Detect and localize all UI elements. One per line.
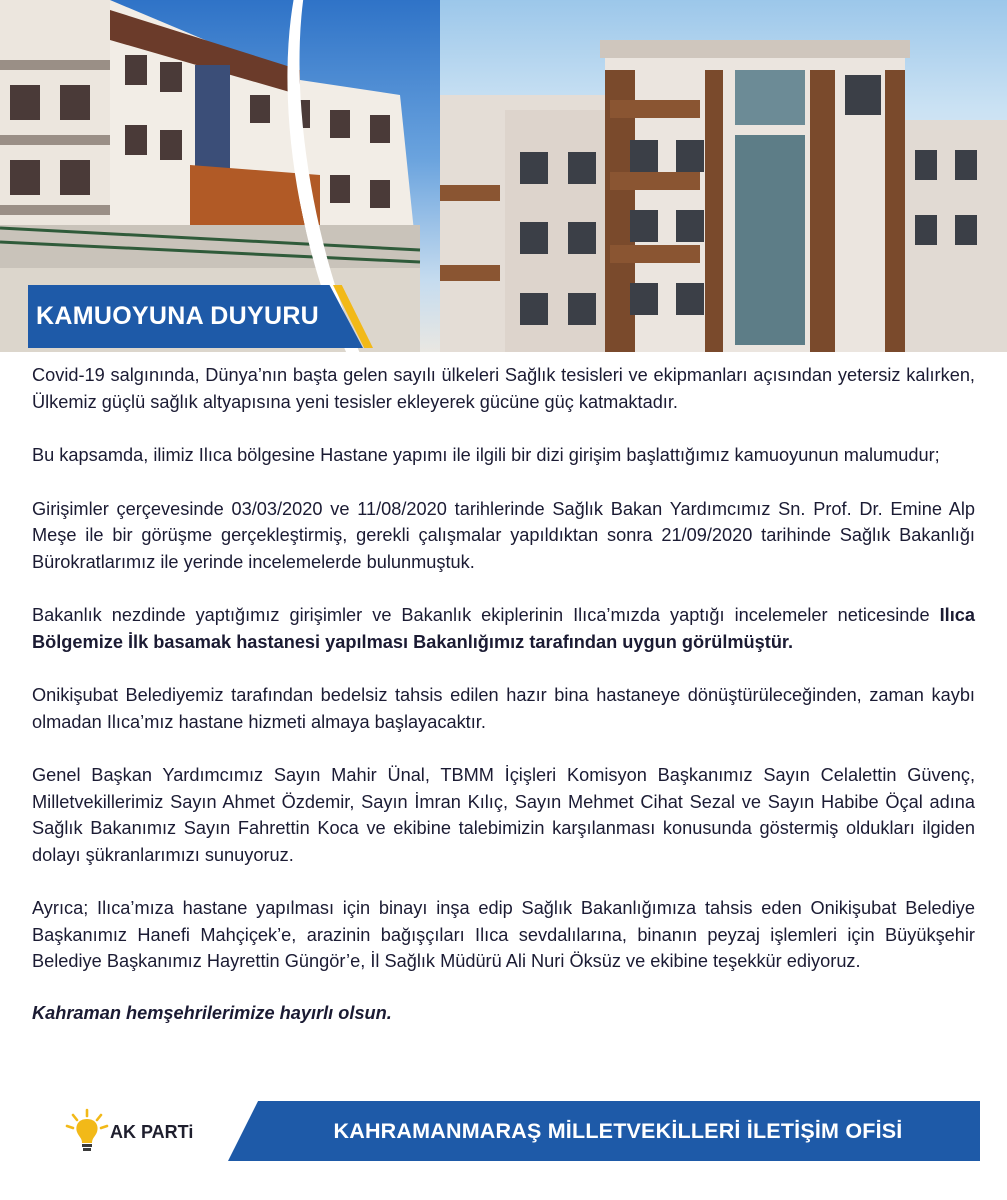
party-name: AK PARTi — [110, 1122, 194, 1142]
paragraph-meetings: Girişimler çerçevesinde 03/03/2020 ve 11/08/2020 tarihlerinde Sağlık Bakan Yardımcımız Sn. Prof. Dr. Emine Alp Meşe ile bir görüşme gerçekleştirmiş, gerekli çalışmalar yapıldıktan sonra 21/09/2020 tarihinde Sağlık Bakanlığı Bürokratlarımız ile yerinde incelemelerde bulunmuştuk. — [32, 498, 975, 572]
office-name: KAHRAMANMARAŞ MİLLETVEKİLLERİ İLETİŞİM OFİSİ — [333, 1119, 903, 1143]
lightbulb-logo-icon — [64, 1108, 110, 1154]
announcement-body — [32, 362, 975, 1053]
closing-line: Kahraman hemşehrilerimize hayırlı olsun. — [32, 1002, 392, 1023]
paragraph-approval — [32, 602, 975, 655]
paragraph-building: Onikişubat Belediyemiz tarafından bedelsiz tahsis edilen hazır bina hastaneye dönüştürüleceğinden, zaman kaybı olmadan Ilıca’mız hastane hizmeti almaya başlayacaktır. — [32, 685, 975, 732]
paragraph-initiative: Bu kapsamda, ilimiz Ilıca bölgesine Hastane yapımı ile ilgili bir dizi girişim başlattığımız kamuoyunun malumudur; — [32, 445, 940, 465]
announcement-title: KAMUOYUNA DUYURU — [36, 302, 320, 330]
approval-highlight: Ilıca Bölgemize İlk basamak hastanesi yapılması Bakanlığımız tarafından uygun görülmüştür. — [32, 605, 975, 652]
approval-text: Bakanlık nezdinde yaptığımız girişimler ve Bakanlık ekiplerinin Ilıca’mızda yaptığı incelemeler neticesinde — [32, 605, 940, 625]
hero-photo-banner — [0, 0, 1007, 352]
paragraph-thanks: Ayrıca; Ilıca’mıza hastane yapılması için binayı inşa edip Sağlık Bakanlığımıza tahsis eden Onikişubat Belediye Başkanımız Hanefi Mahçiçek’e, arazinin bağışçıları Ilıca sevdalılarına, binanın peyzaj işlemleri için Büyükşehir Belediye Başkanımız Hayrettin Güngör’e, İl Sağlık Müdürü Ali Nuri Öksüz ve ekibine teşekkür ediyoruz. — [32, 898, 975, 971]
paragraph-gratitude: Genel Başkan Yardımcımız Sayın Mahir Ünal, TBMM İçişleri Komisyon Başkanımız Sayın Celalettin Güvenç, Milletvekillerimiz Sayın Ahmet Özdemir, Sayın İmran Kılıç, Sayın Mehmet Cihat Sezal ve Sayın Habibe Öçal adına Sağlık Bakanımız Sayın Fahrettin Koca ve ekibine talebimizin karşılanması konusunda göstermiş oldukları ilgiden dolayı şükranlarımızı sunuyoruz. — [32, 765, 975, 865]
paragraph-covid: Covid-19 salgınında, Dünya’nın başta gelen sayılı ülkeleri Sağlık tesisleri ve ekipmanları açısından yetersiz kalırken, Ülkemiz güçlü sağlık altyapısına yeni tesisler ekleyerek gücüne güç katmaktadır. — [32, 365, 975, 412]
